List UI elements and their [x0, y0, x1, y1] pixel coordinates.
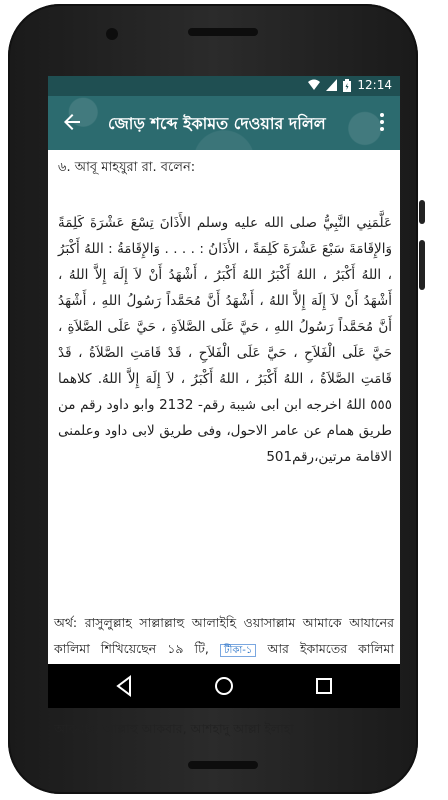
nav-back-icon[interactable]: [112, 674, 136, 698]
meaning-suffix: আর ইকামতের কালিমা আকবার, আল্লাহু আকবার, আশহাদু আল্লা ইলাহা: [54, 641, 395, 736]
wifi-icon: [308, 79, 320, 91]
meaning-prefix: অর্থ: রাসুলুল্লাহ সাল্লাল্লাহু আলাইহি ওয়াসাল্লাম আমাকে আযানের কালিমা শিখিয়েছেন ১৯ টি,: [54, 615, 394, 656]
more-vert-icon[interactable]: [374, 110, 390, 134]
status-time: 12:14: [357, 78, 392, 92]
page-title: জোড় শব্দে ইকামত দেওয়ার দলিল: [108, 114, 326, 133]
arabic-hadith-text: عَلَّمَنِي النَّبِيُّ صلى الله عليه وسلم الأَذَانَ تِسْعَ عَشْرَةَ كَلِمَةً وَالإِقَامَةَ سَبْعَ عَشْرَةَ كَلِمَةً ، الأَذَانُ : . . . . وَالإِقَامَةُ : اللهُ أَكْبَرُ ، اللهُ أَكْبَرُ ، اللهُ أَكْبَرُ اللهُ أَكْبَرُ ، أَشْهَدُ أَنْ لاَ إِلَهَ إِلاَّ اللهُ ، أَشْهَدُ أَنْ لاَ إِلَهَ إِلاَّ اللهُ ، أَشْهَدُ أَنَّ مُحَمَّداً رَسُولُ اللهِ ، أَشْهَدُ أَنَّ مُحَمَّداً رَسُولُ اللهِ ، حَيَّ عَلَى الصَّلاَةِ ، حَيَّ عَلَى الصَّلاَةِ ، حَيَّ عَلَى الْفَلاَحِ ، حَيَّ عَلَى الْفَلاَحِ ، قَدْ قَامَتِ الصَّلاَةُ ، قَدْ قَامَتِ الصَّلاَةُ ، اللهُ أَكْبَرُ ، اللهُ أَكْبَرُ ، لاَ إِلَهَ إِلاَّ اللهُ. كلاهما ٥٥٥ اللهُ اخرجه ابن ابى شيبة رقم- 2132 وابو داود رقم من طريق همام عن عامر الاحول، وفى طريق لابى داود وعلمنى الاقامة مرتين،رقم501: [58, 215, 392, 465]
screen: [48, 76, 400, 736]
bottom-speaker: [188, 761, 258, 769]
side-button-volume: [419, 240, 425, 290]
front-camera: [106, 28, 118, 40]
nav-recents-icon[interactable]: [312, 674, 336, 698]
narrator-line: ৬. আবূ মাহযুরা রা. বলেন:: [58, 160, 196, 175]
nav-home-icon[interactable]: [212, 674, 236, 698]
battery-icon: [343, 79, 351, 92]
status-bar: [48, 76, 400, 96]
content-area[interactable]: [48, 150, 400, 736]
earpiece-speaker: [188, 28, 258, 36]
navigation-bar: [48, 664, 400, 708]
signal-icon: [326, 79, 337, 91]
arrow-back-icon[interactable]: [60, 110, 84, 134]
footnote-link[interactable]: টীকা-১: [220, 644, 256, 657]
app-bar: [48, 96, 400, 150]
side-button-upper: [419, 200, 425, 224]
